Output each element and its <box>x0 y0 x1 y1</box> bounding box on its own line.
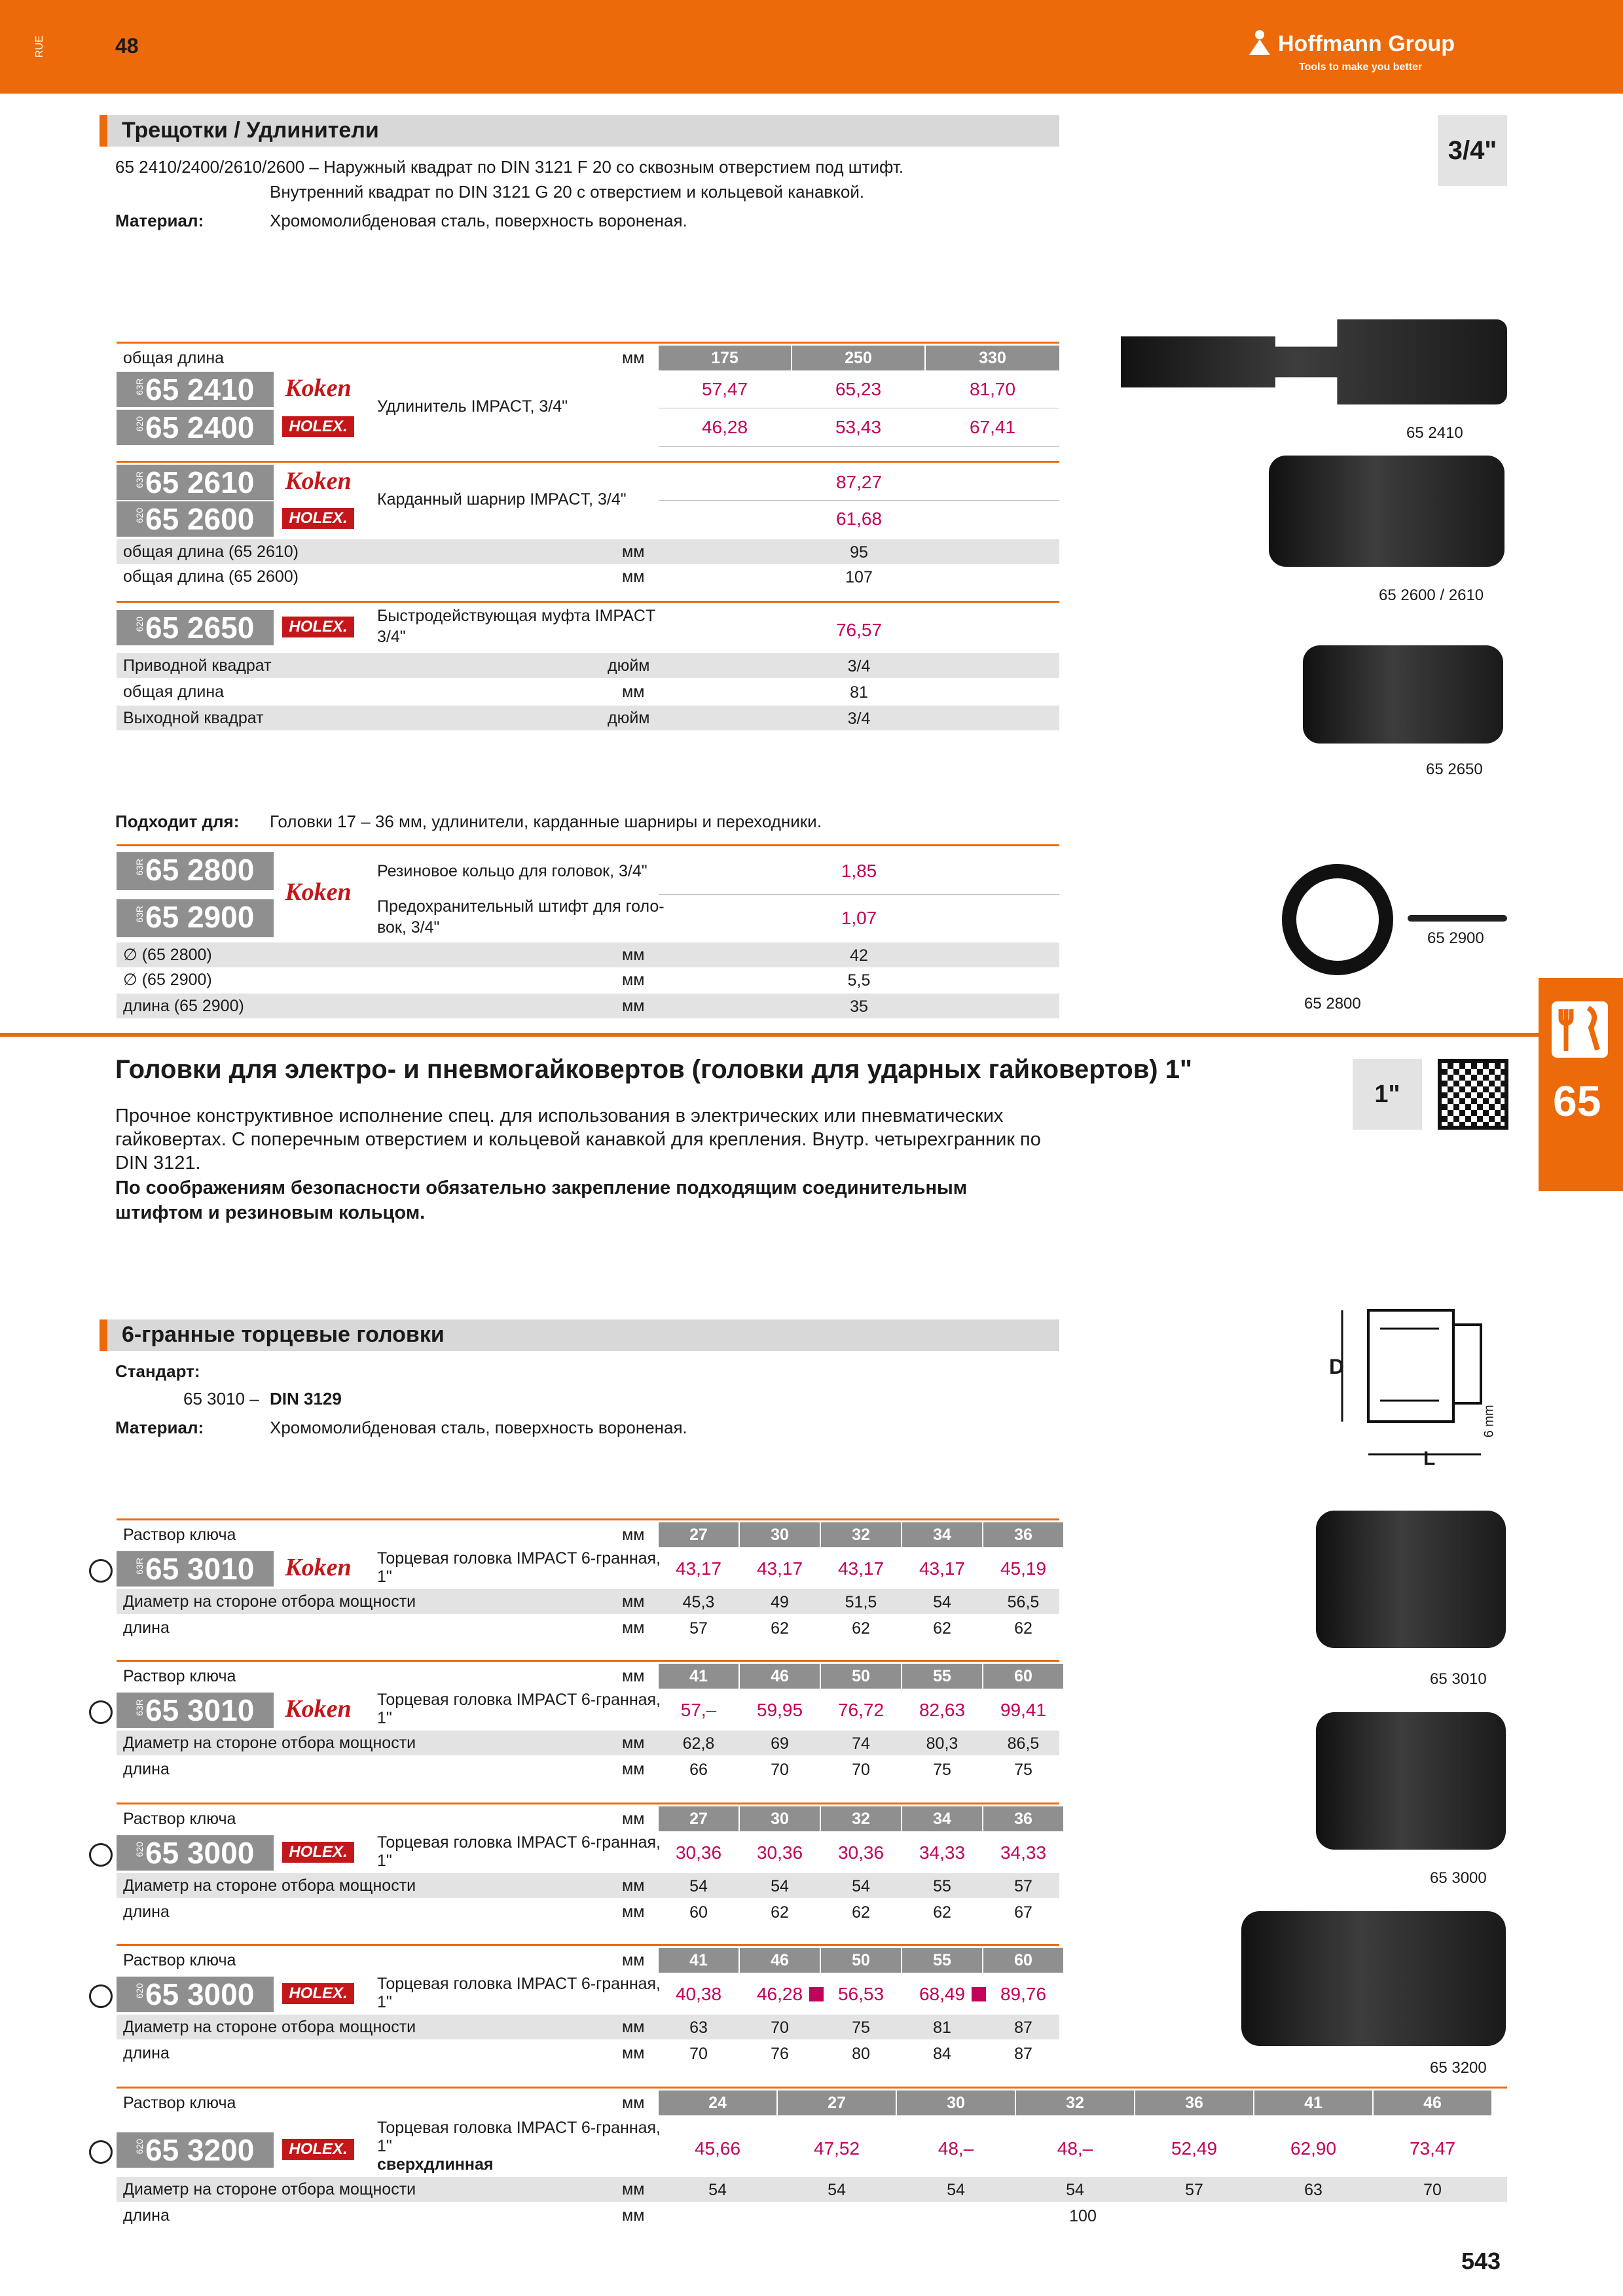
len-label: длина <box>123 2206 170 2225</box>
price: 46,28 <box>701 417 748 437</box>
article-number: 65 3000 <box>145 1977 255 2011</box>
unit-mm: мм <box>622 1592 645 1611</box>
brand-name: Koken <box>285 1695 352 1723</box>
size-header: 46 <box>740 1664 820 1689</box>
quick-desc-2: 3/4" <box>377 628 406 646</box>
article-652650: 620 65 2650 <box>117 610 274 645</box>
len-value: 70 <box>771 1761 789 1779</box>
price: 67,41 <box>969 417 1016 437</box>
size-header: 30 <box>897 2090 1015 2115</box>
size-header: 34 <box>902 1806 982 1831</box>
brand-name: Hoffmann Group <box>1278 31 1455 56</box>
price: 57,47 <box>701 379 748 399</box>
dia-value: 54 <box>708 2181 727 2199</box>
brand-holex: HOLEX. <box>275 610 361 644</box>
unit-mm: мм <box>622 2044 645 2062</box>
divider <box>659 446 1059 447</box>
unit-mm: мм <box>622 1810 645 1828</box>
price: 89,76 <box>1000 1984 1047 2004</box>
safety-warning: По соображениям безопасности обязательно закрепление подходящим соединительным <box>115 1177 968 1198</box>
fits-value: Головки 17 – 36 мм, удлинители, карданные шарниры и переходники. <box>270 812 822 831</box>
standard-article: 65 3010 – <box>183 1389 259 1408</box>
material-label: Материал: <box>115 211 204 230</box>
size-header: 30 <box>740 1522 820 1547</box>
brand-tagline: Tools to make you better <box>1299 62 1423 73</box>
label: длина (65 2900) <box>123 997 244 1015</box>
quick-desc: Быстродействующая муфта IMPACT <box>377 607 656 625</box>
unit-mm: мм <box>622 567 645 586</box>
article-number: 65 3200 <box>145 2133 255 2167</box>
price: 43,17 <box>837 1558 884 1579</box>
socket-desc: Торцевая головка IMPACT 6-гранная, <box>377 1549 661 1568</box>
impact-sockets-title: Головки для электро- и пневмогайковертов (головки для ударных гайковертов) 1" <box>115 1055 1192 1084</box>
size-header: 30 <box>740 1806 820 1831</box>
caption-653200: 65 3200 <box>1430 2059 1487 2077</box>
len-label: длина <box>123 1619 170 1637</box>
brand-holex <box>275 1835 361 1869</box>
len-value: 62 <box>771 1903 789 1922</box>
length-row: общая длина <box>123 349 225 367</box>
price: 46,28 <box>756 1984 803 2004</box>
unit-mm: мм <box>622 349 645 367</box>
price: 73,47 <box>1409 2138 1456 2159</box>
lang-code: RUE <box>34 35 45 58</box>
article-652900: 63R 65 2900 <box>117 899 274 937</box>
hoffmann-logo <box>1247 29 1273 56</box>
article-652800: 63R 65 2800 <box>117 852 274 890</box>
size-header: 50 <box>821 1948 901 1973</box>
size-header: 32 <box>821 1806 901 1831</box>
price: 45,66 <box>694 2138 741 2159</box>
price: 61,68 <box>835 509 883 529</box>
size-header: 27 <box>778 2090 896 2115</box>
size-header: 55 <box>902 1664 982 1689</box>
dia-value: 57 <box>1014 1877 1032 1895</box>
socket-desc-2: 1" <box>377 1852 392 1870</box>
section-title-ratchets: Трещотки / Удлинители <box>100 115 1059 147</box>
label: ∅ (65 2800) <box>123 946 212 964</box>
size-header: 24 <box>659 2090 776 2115</box>
length-330: 330 <box>926 346 1059 370</box>
label: общая длина (65 2610) <box>123 543 299 561</box>
price: 68,49 <box>919 1984 966 2004</box>
socket-desc-2: 1" <box>377 1709 392 1727</box>
len-label: длина <box>123 2044 170 2062</box>
dia-value: 55 <box>933 1877 951 1895</box>
size-header: 41 <box>659 1948 739 1973</box>
wrench-label: Раствор ключа <box>123 1951 236 1969</box>
ext-desc: Удлинитель IMPACT, 3/4" <box>377 397 568 416</box>
size-header: 46 <box>740 1948 820 1973</box>
len-value: 62 <box>933 1903 951 1922</box>
divider <box>117 844 1059 846</box>
price: 48,– <box>1057 2138 1093 2159</box>
divider <box>117 601 1059 603</box>
dia-value: 80,3 <box>926 1734 958 1753</box>
dia-value: 54 <box>852 1877 870 1895</box>
standard-label: Стандарт: <box>115 1361 200 1381</box>
dia-value: 57 <box>1185 2181 1203 2199</box>
dia-value: 45,3 <box>682 1593 715 1611</box>
material-label: Материал: <box>115 1418 204 1437</box>
select-circle <box>89 1700 113 1724</box>
unit-mm: мм <box>622 2180 645 2198</box>
select-circle <box>89 1843 113 1867</box>
price: 45,19 <box>1000 1558 1047 1579</box>
unit-mm: мм <box>622 1951 645 1969</box>
select-circle <box>89 1559 113 1583</box>
joint-image <box>1269 456 1504 567</box>
size-header: 46 <box>1374 2090 1491 2115</box>
len-value: 75 <box>933 1761 951 1779</box>
article-number: 65 3010 <box>145 1693 255 1727</box>
brand-name: HOLEX. <box>282 1842 354 1863</box>
value: 95 <box>850 543 868 562</box>
brand-name: Koken <box>285 1554 352 1581</box>
len-value: 62 <box>852 1903 870 1922</box>
brand-name: HOLEX. <box>282 2139 354 2160</box>
fits-label: Подходит для: <box>115 812 240 831</box>
caption-652800: 65 2800 <box>1304 995 1361 1013</box>
divider <box>659 894 1059 895</box>
article-653000 <box>117 1835 274 1871</box>
divider <box>117 342 1059 344</box>
article-652610: 63R 65 2610 <box>117 465 274 500</box>
price: 47,52 <box>813 2138 860 2159</box>
dia-value: 63 <box>1304 2181 1322 2199</box>
len-value: 67 <box>1014 1903 1032 1922</box>
len-value: 80 <box>852 2045 870 2063</box>
brand-holex <box>275 2132 361 2166</box>
standard-value: DIN 3129 <box>270 1389 342 1408</box>
dia-label: Диаметр на стороне отбора мощности <box>123 1734 416 1752</box>
divider <box>659 500 1059 501</box>
article-number: 65 3010 <box>145 1552 255 1586</box>
desc-line: гайковертах. С поперечным отверстием и кольцевой канавкой для крепления. Внутр. четырехгранник по <box>115 1129 1041 1150</box>
size-header: 41 <box>659 1664 739 1689</box>
dia-value: 74 <box>852 1734 870 1753</box>
length-175: 175 <box>659 346 791 370</box>
price: 82,63 <box>919 1700 966 1720</box>
price: 30,36 <box>756 1842 803 1863</box>
select-circle <box>89 2140 113 2164</box>
len-value: 87 <box>1014 2045 1032 2063</box>
size-header: 36 <box>1135 2090 1253 2115</box>
price: 34,33 <box>1000 1842 1047 1863</box>
wrench-label: Раствор ключа <box>123 1667 236 1685</box>
pin-desc: Предохранительный штифт для голо- <box>377 897 665 916</box>
dia-value: 54 <box>947 2181 965 2199</box>
price: 59,95 <box>756 1700 803 1720</box>
size-header: 41 <box>1254 2090 1372 2115</box>
dia-value: 81 <box>933 2018 951 2037</box>
dia-value: 70 <box>771 2018 789 2037</box>
price: 76,57 <box>835 620 883 640</box>
size-header: 60 <box>983 1664 1063 1689</box>
price: 1,07 <box>841 908 877 928</box>
size-header: 60 <box>983 1948 1063 1973</box>
value: 42 <box>850 946 868 965</box>
article-652410: 63R 65 2410 <box>117 372 274 407</box>
coupling-image <box>1303 645 1503 744</box>
price: 76,72 <box>837 1700 884 1720</box>
desc-line: DIN 3121. <box>115 1153 201 1174</box>
pin-image <box>1408 915 1507 922</box>
socket-desc: Торцевая головка IMPACT 6-гранная, <box>377 1833 661 1852</box>
unit-mm: мм <box>622 1526 645 1544</box>
price: 30,36 <box>837 1842 884 1863</box>
label: общая длина (65 2600) <box>123 567 299 586</box>
divider <box>117 461 1059 463</box>
price: 43,17 <box>756 1558 803 1579</box>
desc-line-1: 65 2410/2400/2610/2600 – Наружный квадрат по DIN 3121 F 20 со сквозным отверстием под штифт. <box>115 157 904 177</box>
desc-line-2: Внутренний квадрат по DIN 3121 G 20 с отверстием и кольцевой канавкой. <box>270 182 865 202</box>
size-header: 27 <box>659 1522 739 1547</box>
dia-value: 69 <box>771 1734 789 1753</box>
label: общая длина <box>123 683 225 701</box>
price: 52,49 <box>1171 2138 1218 2159</box>
caption-652900: 65 2900 <box>1427 929 1484 947</box>
dia-value: 75 <box>852 2018 870 2037</box>
price: 53,43 <box>835 417 882 437</box>
len-value: 62 <box>771 1619 789 1638</box>
len-value: 70 <box>852 1761 870 1779</box>
unit-mm: мм <box>622 1903 645 1921</box>
unit-mm: мм <box>622 1667 645 1685</box>
article-653000 <box>117 1977 274 2012</box>
socket-image-653000 <box>1316 1712 1506 1850</box>
caption-652410: 65 2410 <box>1406 424 1463 442</box>
size-header: 32 <box>821 1522 901 1547</box>
article-number: 65 3000 <box>145 1836 255 1870</box>
price: 62,90 <box>1290 2138 1337 2159</box>
socket-desc-2: 1" <box>377 1568 392 1586</box>
price: 30,36 <box>675 1842 722 1863</box>
divider <box>117 1660 1059 1662</box>
dia-value: 54 <box>828 2181 846 2199</box>
divider <box>117 1803 1059 1804</box>
label: ∅ (65 2900) <box>123 971 212 989</box>
material-value: Хромомолибденовая сталь, поверхность вороненая. <box>270 1418 687 1437</box>
article-653200 <box>117 2132 274 2168</box>
dia-value: 51,5 <box>845 1593 877 1611</box>
unit-mm: мм <box>622 543 645 561</box>
label: Выходной квадрат <box>123 709 264 727</box>
dim-l-label: L <box>1423 1448 1436 1469</box>
unit-mm: мм <box>622 1619 645 1637</box>
dimension-drawing <box>1322 1302 1512 1479</box>
dia-value: 54 <box>771 1877 789 1895</box>
len-value: 66 <box>689 1761 708 1779</box>
socket-desc-2: 1" <box>377 2137 392 2155</box>
price: 1,85 <box>841 861 877 881</box>
len-value: 75 <box>1014 1761 1032 1779</box>
value: 5,5 <box>847 971 871 990</box>
tool-icon <box>1552 1001 1608 1058</box>
len-label: длина <box>123 1903 170 1921</box>
unit-mm: мм <box>622 1876 645 1895</box>
brand-koken: Koken <box>275 465 361 499</box>
socket-image-653200 <box>1241 1911 1506 2046</box>
dia-label: Диаметр на стороне отбора мощности <box>123 1592 416 1611</box>
price: 99,41 <box>1000 1700 1047 1720</box>
unit-mm: мм <box>622 2206 645 2225</box>
len-value: 76 <box>771 2045 789 2063</box>
ring-desc: Резиновое кольцо для головок, 3/4" <box>377 862 647 880</box>
caption-652600: 65 2600 / 2610 <box>1379 586 1484 604</box>
dia-value: 63 <box>689 2018 708 2037</box>
len-value: 62 <box>1014 1619 1032 1638</box>
len-label: длина <box>123 1760 170 1778</box>
page-number-right: 543 <box>1461 2248 1501 2274</box>
size-badge-3-4: 3/4" <box>1438 115 1507 186</box>
qr-code <box>1438 1059 1508 1130</box>
price: 43,17 <box>919 1558 966 1579</box>
size-header: 36 <box>983 1522 1063 1547</box>
caption-652650: 65 2650 <box>1426 761 1483 778</box>
unit-mm: мм <box>622 1734 645 1752</box>
value: 3/4 <box>847 709 871 728</box>
wrench-label: Раствор ключа <box>123 2094 236 2112</box>
price: 34,33 <box>919 1842 966 1863</box>
dia-value: 54 <box>933 1593 951 1611</box>
dia-value: 70 <box>1423 2181 1442 2199</box>
len-value: 62 <box>852 1619 870 1638</box>
page-number-left: 48 <box>115 34 139 58</box>
material-value: Хромомолибденовая сталь, поверхность вороненая. <box>270 211 687 230</box>
dia-value: 87 <box>1014 2018 1032 2037</box>
divider <box>117 1518 1059 1520</box>
section-divider <box>0 1033 1539 1037</box>
len-value: 62 <box>933 1619 951 1638</box>
extra-long-label: сверхдлинная <box>377 2155 494 2174</box>
len-value: 57 <box>689 1619 708 1638</box>
dim-d-label: D <box>1329 1355 1345 1378</box>
dia-value: 56,5 <box>1007 1593 1040 1611</box>
article-652400: 620 65 2400 <box>117 410 274 445</box>
article-tag: 620 <box>134 2139 145 2155</box>
pin-desc-2: вок, 3/4" <box>377 918 440 937</box>
caption-653000: 65 3000 <box>1430 1869 1487 1887</box>
dia-value: 54 <box>1066 2181 1084 2199</box>
size-header: 36 <box>983 1806 1063 1831</box>
dim-6mm-label: 6 mm <box>1482 1405 1497 1438</box>
brand-koken: Koken <box>275 372 361 406</box>
brand-koken <box>275 1551 361 1585</box>
price: 81,70 <box>969 379 1016 399</box>
article-tag: 63R <box>134 1558 145 1575</box>
unit-inch: дюйм <box>608 656 650 675</box>
brand-holex: HOLEX. <box>275 501 361 535</box>
socket-image-653010 <box>1316 1511 1506 1648</box>
brand-name: HOLEX. <box>282 1983 354 2004</box>
price: 56,53 <box>837 1984 884 2004</box>
size-header: 27 <box>659 1806 739 1831</box>
section-title-hex-sockets: 6-гранные торцевые головки <box>100 1319 1059 1351</box>
price: 57,– <box>680 1700 717 1720</box>
brand-holex: HOLEX. <box>275 410 361 444</box>
ring-image <box>1282 864 1393 975</box>
socket-desc: Торцевая головка IMPACT 6-гранная, <box>377 1691 661 1709</box>
article-653010 <box>117 1551 274 1587</box>
price: 40,38 <box>675 1984 722 2004</box>
unit-mm: мм <box>622 946 645 964</box>
safety-warning-2: штифтом и резиновым кольцом. <box>115 1202 426 1223</box>
article-tag: 63R <box>134 1699 145 1716</box>
len-value: 84 <box>933 2045 951 2063</box>
len-value: 60 <box>689 1903 708 1922</box>
wrench-label: Раствор ключа <box>123 1526 236 1544</box>
unit-mm: мм <box>622 971 645 989</box>
brand-koken: Koken <box>275 876 361 910</box>
price: 87,27 <box>835 472 883 492</box>
size-header: 34 <box>902 1522 982 1547</box>
divider <box>117 2087 1507 2089</box>
dia-label: Диаметр на стороне отбора мощности <box>123 2018 416 2036</box>
extension-image <box>1121 319 1507 404</box>
unit-mm: мм <box>622 2018 645 2036</box>
dia-label: Диаметр на стороне отбора мощности <box>123 1876 416 1895</box>
price: 65,23 <box>835 379 882 399</box>
price: 43,17 <box>675 1558 722 1579</box>
wrench-label: Раствор ключа <box>123 1810 236 1828</box>
unit-mm: мм <box>622 997 645 1015</box>
unit-mm: мм <box>622 683 645 701</box>
brand-koken <box>275 1693 361 1727</box>
label: Приводной квадрат <box>123 656 272 675</box>
len-value: 100 <box>1069 2207 1097 2225</box>
size-badge-1: 1" <box>1353 1059 1422 1130</box>
socket-desc: Торцевая головка IMPACT 6-гранная, <box>377 2119 661 2137</box>
dia-value: 86,5 <box>1007 1734 1040 1753</box>
unit-mm: мм <box>622 2094 645 2112</box>
caption-653010: 65 3010 <box>1430 1670 1487 1688</box>
dia-value: 62,8 <box>682 1734 715 1753</box>
size-header: 32 <box>1016 2090 1134 2115</box>
chapter-number: 65 <box>1553 1077 1601 1125</box>
value: 35 <box>850 997 868 1016</box>
socket-desc: Торцевая головка IMPACT 6-гранная, <box>377 1975 661 1993</box>
unit-inch: дюйм <box>608 709 650 727</box>
joint-desc: Карданный шарнир IMPACT, 3/4" <box>377 490 627 509</box>
value: 107 <box>845 568 873 586</box>
value: 3/4 <box>847 657 871 675</box>
desc-line: Прочное конструктивное исполнение спец. для использования в электрических или пневматических <box>115 1105 1004 1126</box>
article-653010 <box>117 1693 274 1728</box>
length-250: 250 <box>792 346 924 370</box>
dia-value: 49 <box>771 1593 789 1611</box>
unit-mm: мм <box>622 1760 645 1778</box>
dia-label: Диаметр на стороне отбора мощности <box>123 2180 416 2198</box>
price: 48,– <box>938 2138 974 2159</box>
socket-desc-2: 1" <box>377 1993 392 2011</box>
len-value: 70 <box>689 2045 708 2063</box>
article-tag: 620 <box>134 1983 145 1999</box>
divider <box>117 1944 1059 1946</box>
value: 81 <box>850 683 868 702</box>
size-header: 50 <box>821 1664 901 1689</box>
size-header: 55 <box>902 1948 982 1973</box>
select-circle <box>89 1984 113 2008</box>
dia-value: 54 <box>689 1877 708 1895</box>
article-652600: 620 65 2600 <box>117 501 274 537</box>
brand-holex <box>275 1977 361 2011</box>
article-tag: 620 <box>134 1842 145 1857</box>
